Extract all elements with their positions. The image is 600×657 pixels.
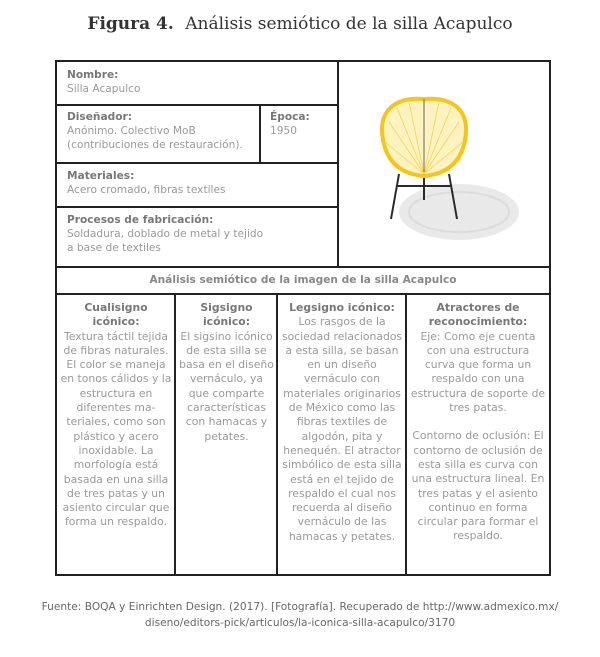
sigsigno-column bbox=[176, 294, 277, 451]
sigsigno-text: El sigsino icónico de esta silla se basa en el diseño vernáculo, ya que comparte características con hamacas y petates. bbox=[179, 329, 274, 443]
legsigno-text: Los rasgos de la sociedad relacionados a esta silla, se basan en un diseño vernáculo con materiales originarios de México como las fibras textiles de algodón, pita y henequén. El atractor simbólico de esta silla está en el tejido de respaldo el cual nos recuerda al diseño vernáculo de las hamacas y petates. bbox=[281, 315, 403, 543]
source-citation bbox=[0, 599, 600, 631]
epoca-label: Época: bbox=[270, 111, 310, 123]
legsigno-heading: Legsigno icónico: bbox=[289, 301, 395, 314]
figure-title bbox=[0, 14, 600, 34]
analysis-header: Análisis semiótico de la imagen de la silla Acapulco bbox=[149, 274, 457, 286]
source-line-2: diseno/editors-pick/articulos/la-iconica-silla-acapulco/3170 bbox=[144, 617, 456, 629]
semiotic-analysis-table bbox=[55, 60, 551, 576]
epoca-cell bbox=[260, 104, 320, 144]
disenador-value-cont: (contribuciones de restauración). bbox=[67, 139, 243, 151]
procesos-value-cont: a base de textiles bbox=[67, 242, 161, 254]
materiales-label: Materiales: bbox=[67, 170, 135, 182]
nombre-value: Silla Acapulco bbox=[67, 83, 141, 95]
atractores-heading: Atractores de reconocimiento: bbox=[428, 301, 528, 329]
disenador-value: Anónimo. Colectivo MoB bbox=[67, 125, 196, 137]
cualisigno-text: Textura táctil tejida de fibras naturales. El color se maneja en tonos cálidos y la estructura en diferentes ma- teriales, como son plástico y acero inoxidable. La morfología está basada en una silla de tres patas y un asiento circular que forma un respaldo. bbox=[60, 329, 172, 529]
legsigno-column bbox=[278, 294, 406, 551]
figure-title-text: Análisis semiótico de la silla Acapulco bbox=[185, 14, 513, 34]
procesos-value: Soldadura, doblado de metal y tejido bbox=[67, 228, 264, 240]
procesos-label: Procesos de fabricación: bbox=[67, 214, 214, 226]
materiales-value: Acero cromado, fibras textiles bbox=[67, 184, 226, 196]
atractores-text-2: Contorno de oclusión: El contorno de oclusión de esta silla es curva con una estructura lineal. En tres patas y el asiento continuo en forma circular para formar el respaldo. bbox=[411, 429, 545, 543]
disenador-cell bbox=[57, 104, 253, 158]
cualisigno-heading: Cualisigno icónico: bbox=[84, 301, 148, 329]
acapulco-chair-illustration bbox=[339, 62, 549, 266]
sigsigno-heading: Sigsigno icónico: bbox=[200, 301, 253, 329]
nombre-label: Nombre: bbox=[67, 69, 119, 81]
epoca-value: 1950 bbox=[270, 125, 297, 137]
materiales-cell bbox=[57, 163, 236, 203]
procesos-cell bbox=[57, 207, 273, 261]
atractores-text: Eje: Como eje cuenta con una estructura curva que forma un respaldo con una estructura de soporte de tres patas. bbox=[410, 329, 546, 415]
atractores-column bbox=[407, 294, 549, 551]
source-line-1: Fuente: BOQA y Einrichten Design. (2017). [Fotografía]. Recuperado de http://www.admexico.mx/ bbox=[41, 601, 559, 613]
chair-image bbox=[339, 62, 549, 266]
cualisigno-column bbox=[57, 294, 175, 537]
figure-number: Figura 4. bbox=[87, 14, 174, 34]
nombre-cell bbox=[57, 62, 150, 102]
disenador-label: Diseñador: bbox=[67, 111, 132, 123]
